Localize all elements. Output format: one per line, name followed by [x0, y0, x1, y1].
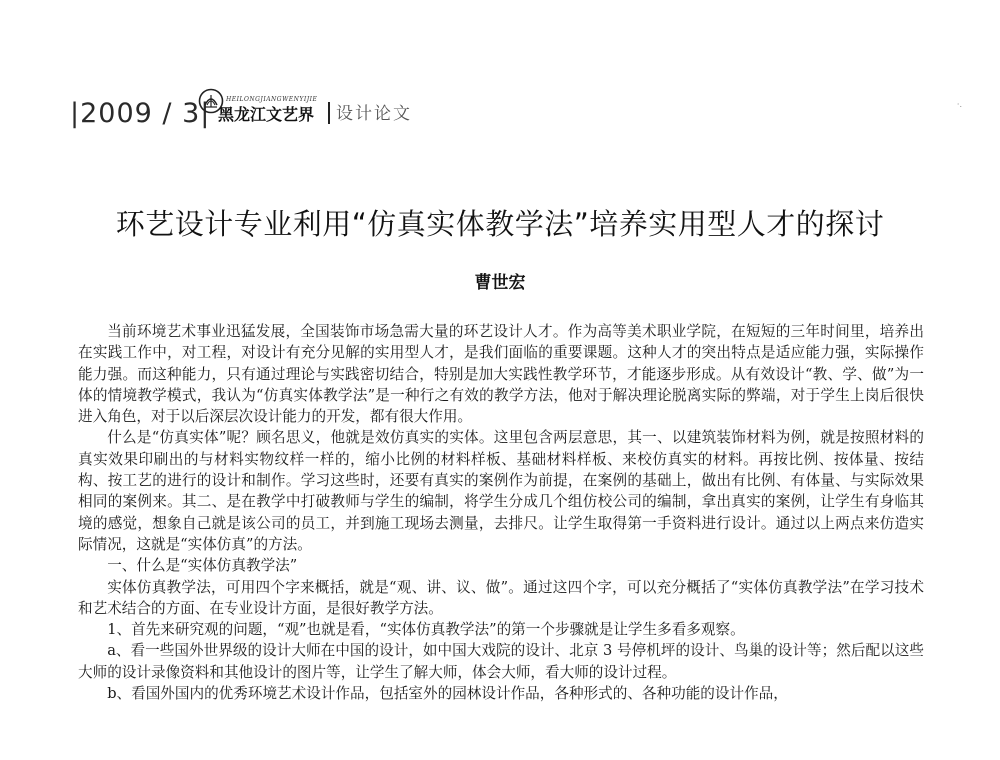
paragraph: 实体仿真教学法，可用四个字来概括，就是“观、讲、议、做”。通过这四个字，可以充分概括了“实体仿真教学法”在学习技术和艺术结合的方面、在专业设计方面，是很好教学方法。: [78, 578, 924, 617]
paragraph: a、看一些国外世界级的设计大师在中国的设计，如中国大戏院的设计、北京 3 号停机坪的设计、鸟巢的设计等；然后配以这些大师的设计录像资料和其他设计的图片等，让学生了解大师，体会大师，看大师的设计过程。: [78, 642, 924, 681]
magazine-pinyin: HEILONGJIANGWENYIJIE: [226, 96, 318, 103]
paragraph: 什么是“仿真实体”呢？顾名思义，他就是效仿真实的实体。这里包含两层意思，其一、以建筑装饰材料为例，就是按照材料的真实效果印刷出的与材料实物纹样一样的，缩小比例的材料样板、基础材料样板、来校仿真实的材料。再按比例、按体量、按结构、按工艺的进行的设计和制作。学习这些时，还要有真实的案例作为前提，在案例的基础上，做出有比例、有体量、与实际效果相同的案例来。其二、是在教学中打破教师与学生的编制，将学生分成几个组仿校公司的编制，拿出真实的案例，让学生有身临其境的感觉，想象自己就是该公司的员工，并到施工现场去测量，去排尺。让学生取得第一手资料进行设计。通过以上两点来仿造实际情况，这就是“实体仿真”的方法。: [78, 429, 924, 553]
paragraph: 当前环境艺术事业迅猛发展，全国装饰市场急需大量的环艺设计人才。作为高等美术职业学院，在短短的三年时间里，培养出在实践工作中，对工程，对设计有充分见解的实用型人才，是我们面临的重要课题。这种人才的突出特点是适应能力强，实际操作能力强。而这种能力，只有通过理论与实践密切结合，特别是加大实践性教学环节，才能逐步形成。从有效设计“教、学、做”为一体的情境教学模式，我认为“仿真实体教学法”是一种行之有效的教学方法，他对于解决理论脱离实际的弊端，对于学生上岗后很快进入角色，对于以后深层次设计能力的开发，都有很大作用。: [78, 323, 924, 426]
section-label: 设计论文: [336, 104, 412, 124]
issue-text: 2009 / 3: [80, 98, 201, 129]
section-heading: 一、什么是“实体仿真教学法”: [107, 557, 298, 575]
journal-header: [70, 86, 590, 130]
paragraph: b、看国外国内的优秀环境艺术设计作品，包括室外的园林设计作品，各种形式的、各种功能的设计作品，: [107, 685, 788, 703]
scan-speck: ·.: [956, 100, 962, 109]
article-body: [78, 321, 924, 704]
paragraph: 1、首先来研究观的问题，“观”也就是看，“实体仿真教学法”的第一个步骤就是让学生多看多观察。: [107, 621, 745, 639]
magazine-name: 黑龙江文艺界: [218, 105, 315, 124]
article-title: 环艺设计专业利用“仿真实体教学法”培养实用型人才的探讨: [115, 207, 885, 241]
issue-number: |2009 / 3|: [70, 98, 211, 129]
article-author: 曹世宏: [474, 273, 526, 293]
header-divider: [328, 102, 330, 124]
